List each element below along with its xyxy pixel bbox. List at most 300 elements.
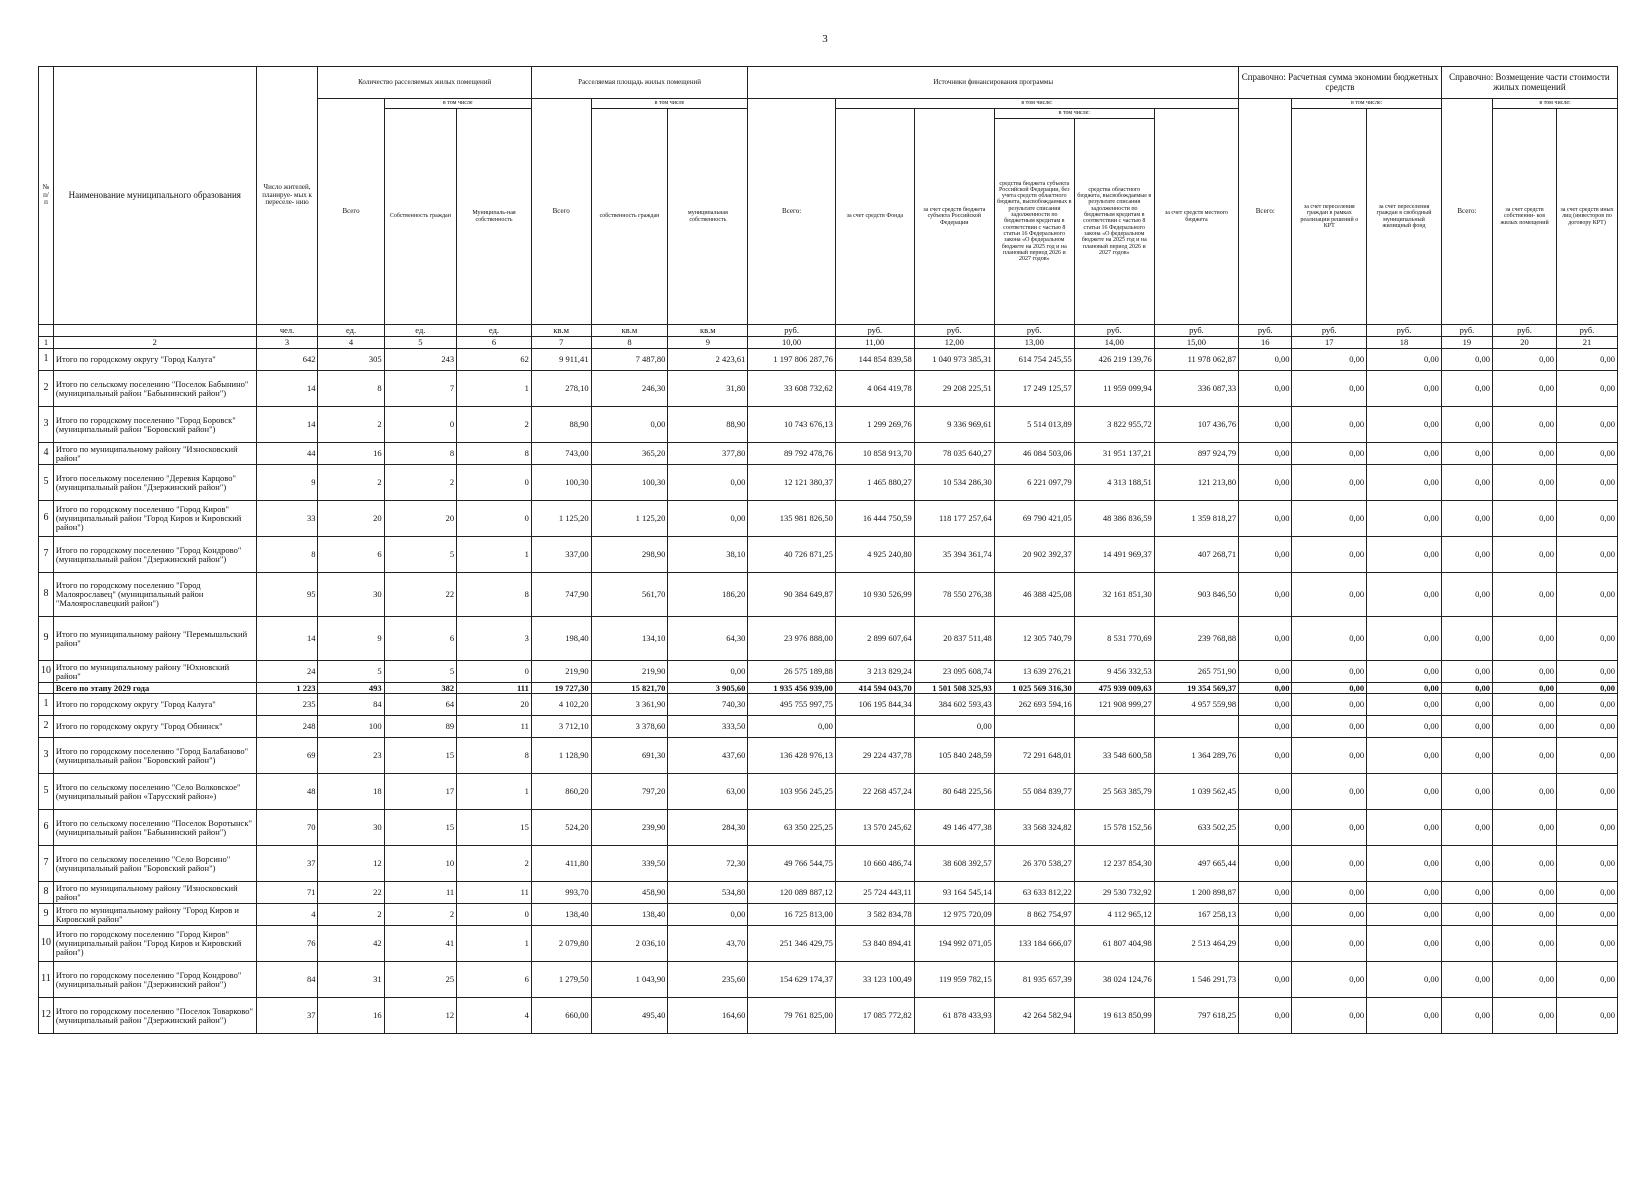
value-cell: 22 268 457,24	[835, 774, 914, 810]
value-cell: 63 350 225,25	[748, 810, 835, 846]
value-cell: 1	[457, 371, 532, 407]
value-cell: 15	[457, 810, 532, 846]
value-cell: 0,00	[1239, 904, 1292, 926]
value-cell: 33 123 100,49	[835, 962, 914, 998]
value-cell: 61 878 433,93	[914, 998, 994, 1034]
value-cell: 25 724 443,11	[835, 882, 914, 904]
value-cell: 251 346 429,75	[748, 926, 835, 962]
value-cell: 76	[256, 926, 318, 962]
row-number: 7	[39, 846, 54, 882]
value-cell: 426 219 139,76	[1074, 349, 1154, 371]
value-cell: 1 465 880,27	[835, 465, 914, 501]
value-cell: 19 354 569,37	[1154, 683, 1238, 694]
value-cell: 265 751,90	[1154, 661, 1238, 683]
table-row	[39, 926, 1618, 962]
value-cell: 14	[256, 617, 318, 661]
value-cell: 71	[256, 882, 318, 904]
table-row	[39, 774, 1618, 810]
regional-no-debt-header: средства бюджета субъекта Российской Федерации, без учета средств областного бюджета, высвобождаемых в результате списания задолженности по бюджетным кредитам в соответствии с частью 8 статьи 16 Федерального закона «О федеральном бюджете на 2025 год и на плановый период 2026 и 2027 годов»	[994, 119, 1074, 325]
value-cell: 1 223	[256, 683, 318, 694]
value-cell: 1	[457, 926, 532, 962]
column-numbers-row	[39, 337, 1618, 349]
value-cell: 235	[256, 694, 318, 716]
value-cell: 1 039 562,45	[1154, 774, 1238, 810]
value-cell: 0,00	[668, 501, 748, 537]
value-cell	[835, 716, 914, 738]
value-cell: 0,00	[1367, 349, 1442, 371]
units-row	[39, 325, 1618, 337]
value-cell: 16 444 750,59	[835, 501, 914, 537]
value-cell: 40 726 871,25	[748, 537, 835, 573]
value-cell: 12 121 380,37	[748, 465, 835, 501]
value-cell: 1 125,20	[591, 501, 668, 537]
value-cell: 53 840 894,41	[835, 926, 914, 962]
table-row	[39, 716, 1618, 738]
value-cell	[1154, 716, 1238, 738]
value-cell: 0,00	[1292, 904, 1367, 926]
area-citizens-header: собственность граждан	[591, 109, 668, 325]
value-cell: 1 364 289,76	[1154, 738, 1238, 774]
value-cell: 0,00	[1292, 465, 1367, 501]
table-row	[39, 443, 1618, 465]
value-cell: 0,00	[668, 904, 748, 926]
value-cell: 4 112 965,12	[1074, 904, 1154, 926]
value-cell: 25	[384, 962, 457, 998]
municipality-name: Итого по муниципальному району "Юхновский район"	[53, 661, 256, 683]
value-cell: 0,00	[1493, 501, 1557, 537]
value-cell: 20 902 392,37	[994, 537, 1074, 573]
municipality-name: Итого по муниципальному району "Износковский район"	[53, 443, 256, 465]
value-cell: 64	[384, 694, 457, 716]
value-cell: 8	[457, 738, 532, 774]
value-cell: 0,00	[1239, 694, 1292, 716]
row-number: 7	[39, 537, 54, 573]
value-cell: 0,00	[1292, 882, 1367, 904]
unit-cell: чел.	[256, 325, 318, 337]
table-row	[39, 738, 1618, 774]
value-cell: 2	[318, 465, 384, 501]
value-cell: 0,00	[1292, 716, 1367, 738]
value-cell: 0,00	[1367, 962, 1442, 998]
municipal-property-header: Муниципаль-ная собственность	[457, 109, 532, 325]
value-cell: 0,00	[1557, 846, 1618, 882]
value-cell: 3 712,10	[531, 716, 591, 738]
value-cell: 0,00	[1239, 617, 1292, 661]
value-cell: 16 725 813,00	[748, 904, 835, 926]
value-cell: 55 084 839,77	[994, 774, 1074, 810]
value-cell: 121 908 999,27	[1074, 694, 1154, 716]
group-count-header: Количество расселяемых жилых помещений	[318, 67, 531, 99]
unit-cell: ед.	[457, 325, 532, 337]
column-number-cell: 3	[256, 337, 318, 349]
area-including-header: в том числе	[591, 99, 748, 109]
column-number-cell: 10,00	[748, 337, 835, 349]
value-cell: 37	[256, 998, 318, 1034]
value-cell: 495,40	[591, 998, 668, 1034]
municipality-name: Итого по муниципальному району "Город Киров и Кировский район"	[53, 904, 256, 926]
value-cell: 41	[384, 926, 457, 962]
row-number: 8	[39, 573, 54, 617]
row-number	[39, 683, 54, 694]
value-cell: 4 102,20	[531, 694, 591, 716]
group-compensation-header: Справочно: Возмещение части стоимости жилых помещений	[1441, 67, 1617, 99]
value-cell: 0,00	[1557, 810, 1618, 846]
value-cell: 860,20	[531, 774, 591, 810]
municipality-name: Итого по муниципальному району "Перемышльский район"	[53, 617, 256, 661]
column-number-cell: 18	[1367, 337, 1442, 349]
comp-including-header: в том числе:	[1493, 99, 1618, 109]
value-cell: 0,00	[1292, 998, 1367, 1034]
count-total-header: Всего	[318, 99, 384, 325]
unit-cell: руб.	[835, 325, 914, 337]
value-cell: 8 862 754,97	[994, 904, 1074, 926]
unit-cell: руб.	[914, 325, 994, 337]
column-number-cell: 15,00	[1154, 337, 1238, 349]
value-cell: 100,30	[531, 465, 591, 501]
municipality-name: Итого по муниципальному району "Износковский район"	[53, 882, 256, 904]
column-number-cell: 20	[1493, 337, 1557, 349]
value-cell: 11 959 099,94	[1074, 371, 1154, 407]
page-number: 3	[822, 33, 828, 45]
value-cell: 262 693 594,16	[994, 694, 1074, 716]
value-cell: 69	[256, 738, 318, 774]
value-cell: 134,10	[591, 617, 668, 661]
value-cell: 0,00	[1441, 537, 1492, 573]
unit-cell: ед.	[318, 325, 384, 337]
value-cell: 2 423,61	[668, 349, 748, 371]
savings-free-header: за счет переселения граждан в свободный муниципальный жилищный фонд	[1367, 109, 1442, 325]
column-number-cell: 2	[53, 337, 256, 349]
value-cell: 0,00	[1367, 926, 1442, 962]
value-cell: 48	[256, 774, 318, 810]
unit-cell: руб.	[1367, 325, 1442, 337]
column-number-cell: 21	[1557, 337, 1618, 349]
value-cell: 20	[457, 694, 532, 716]
value-cell: 0,00	[1367, 683, 1442, 694]
value-cell: 42	[318, 926, 384, 962]
value-cell: 186,20	[668, 573, 748, 617]
value-cell: 2	[318, 407, 384, 443]
value-cell: 23 976 888,00	[748, 617, 835, 661]
value-cell: 133 184 666,07	[994, 926, 1074, 962]
value-cell: 144 854 839,58	[835, 349, 914, 371]
value-cell: 88,90	[668, 407, 748, 443]
value-cell: 0,00	[1557, 537, 1618, 573]
value-cell: 0,00	[1292, 661, 1367, 683]
value-cell: 377,80	[668, 443, 748, 465]
value-cell: 0,00	[1557, 962, 1618, 998]
column-number-cell: 16	[1239, 337, 1292, 349]
value-cell: 0,00	[1292, 926, 1367, 962]
table-row	[39, 501, 1618, 537]
value-cell: 284,30	[668, 810, 748, 846]
value-cell: 0,00	[1239, 846, 1292, 882]
value-cell: 9	[256, 465, 318, 501]
value-cell: 0,00	[748, 716, 835, 738]
col-residents-header: Число жителей, планируе- мых к переселе- нию	[256, 67, 318, 325]
value-cell: 0,00	[1493, 465, 1557, 501]
value-cell: 365,20	[591, 443, 668, 465]
value-cell: 4	[256, 904, 318, 926]
municipality-name: Итого по городскому поселению "Город Кондрово" (муниципальный район "Дзержинский район")	[53, 962, 256, 998]
value-cell: 70	[256, 810, 318, 846]
value-cell: 5	[318, 661, 384, 683]
value-cell: 414 594 043,70	[835, 683, 914, 694]
value-cell: 897 924,79	[1154, 443, 1238, 465]
value-cell: 0,00	[1239, 501, 1292, 537]
value-cell: 9 911,41	[531, 349, 591, 371]
value-cell: 0,00	[1493, 573, 1557, 617]
value-cell: 337,00	[531, 537, 591, 573]
value-cell: 0,00	[1557, 904, 1618, 926]
value-cell: 11	[457, 716, 532, 738]
table-row	[39, 846, 1618, 882]
value-cell: 29 208 225,51	[914, 371, 994, 407]
value-cell: 0,00	[1367, 998, 1442, 1034]
value-cell: 3	[457, 617, 532, 661]
municipality-name: Итого по сельскому поселению "Село Ворсино" (муниципальный район "Боровский район")	[53, 846, 256, 882]
value-cell: 4	[457, 998, 532, 1034]
value-cell: 22	[384, 573, 457, 617]
value-cell: 219,90	[591, 661, 668, 683]
row-number: 10	[39, 661, 54, 683]
value-cell: 0,00	[1557, 683, 1618, 694]
table-row	[39, 617, 1618, 661]
value-cell: 9 456 332,53	[1074, 661, 1154, 683]
municipality-name: Итого по городскому округу "Город Обнинск"	[53, 716, 256, 738]
value-cell: 10	[384, 846, 457, 882]
value-cell: 0,00	[1493, 774, 1557, 810]
value-cell: 33 608 732,62	[748, 371, 835, 407]
row-number: 4	[39, 443, 54, 465]
value-cell: 246,30	[591, 371, 668, 407]
value-cell: 72,30	[668, 846, 748, 882]
value-cell: 0,00	[1239, 537, 1292, 573]
value-cell: 0,00	[1239, 774, 1292, 810]
value-cell: 0,00	[1292, 371, 1367, 407]
value-cell: 0	[457, 465, 532, 501]
value-cell: 63,00	[668, 774, 748, 810]
value-cell: 0,00	[1557, 998, 1618, 1034]
column-number-cell: 6	[457, 337, 532, 349]
value-cell: 0,00	[1493, 443, 1557, 465]
value-cell: 30	[318, 573, 384, 617]
value-cell: 0	[457, 501, 532, 537]
value-cell: 0,00	[1367, 371, 1442, 407]
funding-total-header: Всего:	[748, 99, 835, 325]
savings-total-header: Всего:	[1239, 99, 1292, 325]
count-including-header: в том числе	[384, 99, 531, 109]
table-row	[39, 694, 1618, 716]
table-row	[39, 573, 1618, 617]
value-cell: 0,00	[1292, 810, 1367, 846]
value-cell: 43,70	[668, 926, 748, 962]
table-row	[39, 661, 1618, 683]
value-cell: 198,40	[531, 617, 591, 661]
value-cell: 239,90	[591, 810, 668, 846]
value-cell: 84	[256, 962, 318, 998]
row-number: 2	[39, 716, 54, 738]
unit-cell: ед.	[384, 325, 457, 337]
value-cell: 219,90	[531, 661, 591, 683]
value-cell: 797 618,25	[1154, 998, 1238, 1034]
value-cell: 0,00	[1441, 998, 1492, 1034]
value-cell: 0,00	[1493, 371, 1557, 407]
value-cell: 1 025 569 316,30	[994, 683, 1074, 694]
value-cell: 1 935 456 939,00	[748, 683, 835, 694]
value-cell: 5	[384, 537, 457, 573]
value-cell: 3 822 955,72	[1074, 407, 1154, 443]
total-row	[39, 683, 1618, 694]
value-cell: 7 487,80	[591, 349, 668, 371]
value-cell: 62	[457, 349, 532, 371]
group-area-header: Расселяемая площадь жилых помещений	[531, 67, 748, 99]
local-budget-header: за счет средств местного бюджета	[1154, 109, 1238, 325]
value-cell: 15 821,70	[591, 683, 668, 694]
value-cell: 0,00	[1441, 962, 1492, 998]
value-cell: 1 200 898,87	[1154, 882, 1238, 904]
value-cell: 48 386 836,59	[1074, 501, 1154, 537]
value-cell: 154 629 174,37	[748, 962, 835, 998]
value-cell: 29 224 437,78	[835, 738, 914, 774]
value-cell: 20	[384, 501, 457, 537]
table-row	[39, 537, 1618, 573]
value-cell: 13 570 245,62	[835, 810, 914, 846]
value-cell: 14 491 969,37	[1074, 537, 1154, 573]
value-cell: 38 024 124,76	[1074, 962, 1154, 998]
value-cell: 8	[256, 537, 318, 573]
value-cell: 0,00	[1557, 661, 1618, 683]
value-cell: 0,00	[1292, 683, 1367, 694]
value-cell: 1 501 508 325,93	[914, 683, 994, 694]
value-cell: 0,00	[1367, 443, 1442, 465]
municipality-name: Итого по городскому поселению "Город Киров" (муниципальный район "Город Киров и Кировский район")	[53, 501, 256, 537]
value-cell: 0,00	[1441, 810, 1492, 846]
value-cell: 0,00	[1239, 998, 1292, 1034]
value-cell: 105 840 248,59	[914, 738, 994, 774]
value-cell: 1 043,90	[591, 962, 668, 998]
value-cell: 31,80	[668, 371, 748, 407]
value-cell: 5	[384, 661, 457, 683]
value-cell: 1 040 973 385,31	[914, 349, 994, 371]
value-cell: 0,00	[1292, 501, 1367, 537]
municipality-name: Итого по городскому поселению "Город Кондрово" (муниципальный район "Дзержинский район")	[53, 537, 256, 573]
regional-debt-header: средства областного бюджета, высвобождаемые в результате списания задолженности по бюджетным кредитам в соответствии с частью 8 статьи 16 Федерального закона «О федеральном бюджете на 2025 год и на плановый период 2026 и 2027 годов»	[1074, 119, 1154, 325]
value-cell: 1 125,20	[531, 501, 591, 537]
value-cell: 0,00	[1441, 349, 1492, 371]
value-cell: 0,00	[1367, 661, 1442, 683]
value-cell: 24	[256, 661, 318, 683]
value-cell: 46 084 503,06	[994, 443, 1074, 465]
value-cell: 31 951 137,21	[1074, 443, 1154, 465]
value-cell: 194 992 071,05	[914, 926, 994, 962]
value-cell: 0,00	[1292, 573, 1367, 617]
value-cell: 16	[318, 998, 384, 1034]
value-cell: 72 291 648,01	[994, 738, 1074, 774]
col-name-header: Наименование муниципального образования	[53, 67, 256, 325]
table-row	[39, 349, 1618, 371]
value-cell: 10 660 486,74	[835, 846, 914, 882]
value-cell: 12 975 720,09	[914, 904, 994, 926]
value-cell: 32 161 851,30	[1074, 573, 1154, 617]
area-municipal-header: муниципальная собственность	[668, 109, 748, 325]
value-cell: 0,00	[1239, 683, 1292, 694]
value-cell: 235,60	[668, 962, 748, 998]
value-cell: 63 633 812,22	[994, 882, 1074, 904]
value-cell: 15	[384, 738, 457, 774]
row-number: 3	[39, 407, 54, 443]
value-cell: 0,00	[1493, 537, 1557, 573]
value-cell: 1 279,50	[531, 962, 591, 998]
value-cell: 8	[318, 371, 384, 407]
value-cell: 1 197 806 287,76	[748, 349, 835, 371]
value-cell: 49 766 544,75	[748, 846, 835, 882]
unit-cell	[53, 325, 256, 337]
value-cell: 30	[318, 810, 384, 846]
value-cell: 0,00	[1493, 694, 1557, 716]
value-cell: 81 935 657,39	[994, 962, 1074, 998]
value-cell: 336 087,33	[1154, 371, 1238, 407]
value-cell: 298,90	[591, 537, 668, 573]
value-cell: 339,50	[591, 846, 668, 882]
value-cell: 25 563 385,79	[1074, 774, 1154, 810]
unit-cell	[39, 325, 54, 337]
value-cell: 33 568 324,82	[994, 810, 1074, 846]
value-cell: 20 837 511,48	[914, 617, 994, 661]
municipality-name: Итого по сельскому поселению "Село Волковское" (муниципальный район «Тарусский район»)	[53, 774, 256, 810]
value-cell: 84	[318, 694, 384, 716]
value-cell: 7	[384, 371, 457, 407]
value-cell: 26 370 538,27	[994, 846, 1074, 882]
value-cell: 8	[457, 573, 532, 617]
row-number: 10	[39, 926, 54, 962]
value-cell: 497 665,44	[1154, 846, 1238, 882]
value-cell: 0,00	[1239, 738, 1292, 774]
value-cell: 642	[256, 349, 318, 371]
group-savings-header: Справочно: Расчетная сумма экономии бюджетных средств	[1239, 67, 1442, 99]
value-cell: 164,60	[668, 998, 748, 1034]
value-cell: 0,00	[1441, 774, 1492, 810]
value-cell: 17	[384, 774, 457, 810]
column-number-cell: 1	[39, 337, 54, 349]
value-cell: 0,00	[1493, 661, 1557, 683]
value-cell: 0,00	[1557, 407, 1618, 443]
value-cell: 31	[318, 962, 384, 998]
fund-header: за счет средств Фонда	[835, 109, 914, 325]
value-cell: 0,00	[1493, 738, 1557, 774]
value-cell	[1074, 716, 1154, 738]
value-cell: 11	[457, 882, 532, 904]
value-cell: 0,00	[1441, 573, 1492, 617]
row-number: 5	[39, 465, 54, 501]
municipality-name: Итого по городскому округу "Город Калуга"	[53, 694, 256, 716]
column-number-cell: 7	[531, 337, 591, 349]
value-cell: 0,00	[1292, 617, 1367, 661]
value-cell: 0,00	[1292, 738, 1367, 774]
value-cell: 1 359 818,27	[1154, 501, 1238, 537]
value-cell: 80 648 225,56	[914, 774, 994, 810]
value-cell: 633 502,25	[1154, 810, 1238, 846]
unit-cell: руб.	[1557, 325, 1618, 337]
column-number-cell: 8	[591, 337, 668, 349]
table-row	[39, 407, 1618, 443]
value-cell: 2 513 464,29	[1154, 926, 1238, 962]
value-cell: 3 905,60	[668, 683, 748, 694]
value-cell: 0,00	[1493, 683, 1557, 694]
row-number: 6	[39, 501, 54, 537]
value-cell: 0,00	[1441, 661, 1492, 683]
area-total-header: Всего	[531, 99, 591, 325]
